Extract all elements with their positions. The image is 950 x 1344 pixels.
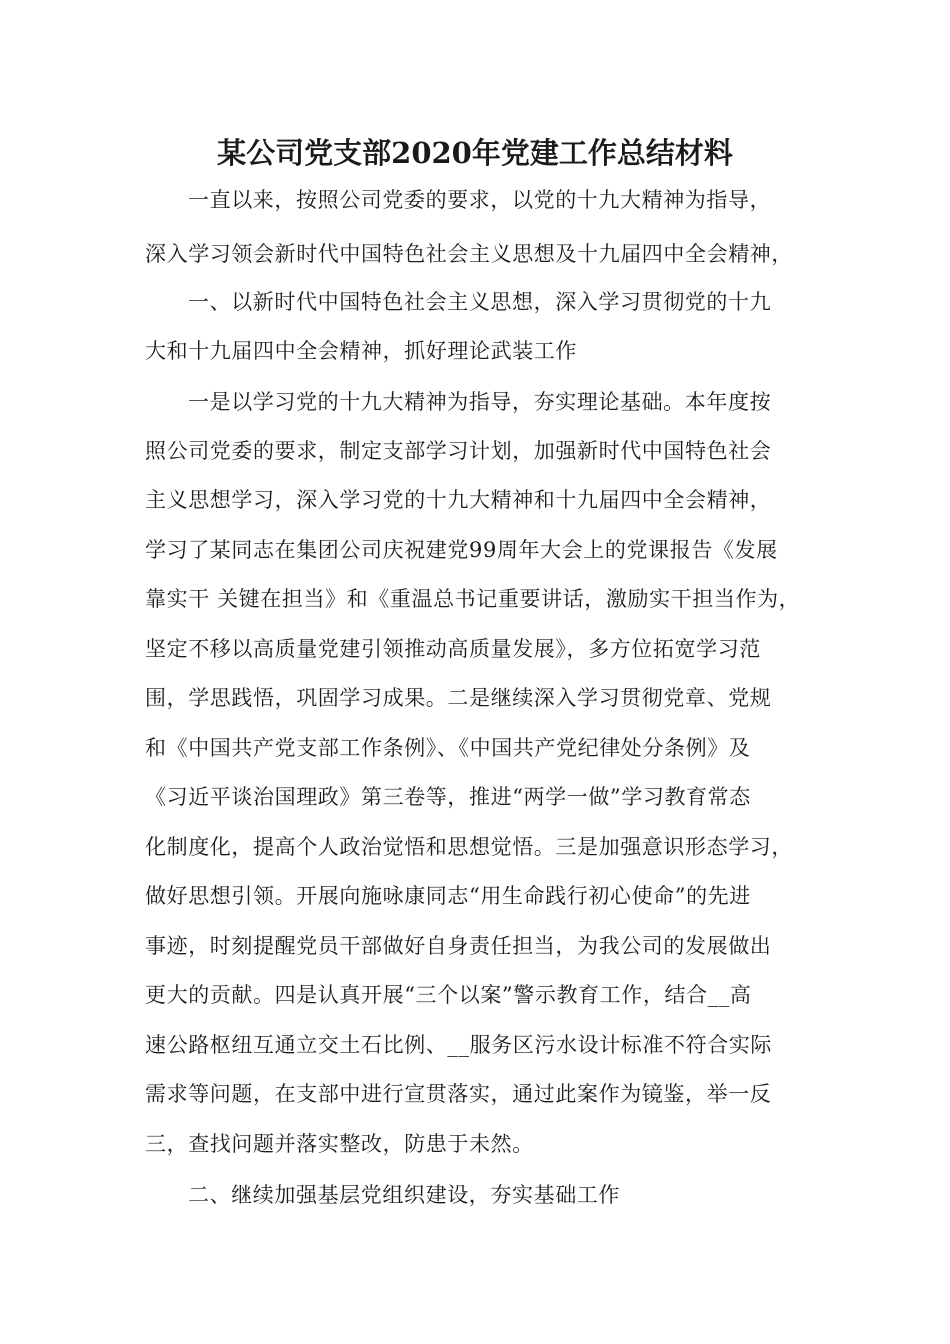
text-line: 围，学思践悟，巩固学习成果。二是继续深入学习贯彻党章、党规 [145, 686, 772, 710]
section-heading-line: 大和十九届四中全会精神，抓好理论武装工作 [145, 339, 577, 363]
text-line: 事迹，时刻提醒党员干部做好自身责任担当，为我公司的发展做出 [145, 934, 772, 958]
text-line: 坚定不移以高质量党建引领推动高质量发展》，多方位拓宽学习范 [145, 637, 761, 661]
document-title: 某公司党支部2020年党建工作总结材料 [217, 136, 733, 170]
text-line: 靠实干 关键在担当》和《重温总书记重要讲话，激励实干担当作为， [145, 587, 801, 611]
section-heading-line: 二、继续加强基层党组织建设，夯实基础工作 [188, 1183, 620, 1207]
text-line: 更大的贡献。四是认真开展“三个以案”警示教育工作，结合__高 [145, 983, 752, 1007]
text-line: 一直以来，按照公司党委的要求，以党的十九大精神为指导， [188, 188, 772, 212]
text-line: 学习了某同志在集团公司庆祝建党99周年大会上的党课报告《发展 [145, 538, 778, 562]
section-heading-line: 一、以新时代中国特色社会主义思想，深入学习贯彻党的十九 [188, 290, 772, 314]
text-line: 化制度化，提高个人政治觉悟和思想觉悟。三是加强意识形态学习， [145, 835, 793, 859]
text-line: 一是以学习党的十九大精神为指导，夯实理论基础。本年度按 [188, 390, 772, 414]
text-line: 《习近平谈治国理政》第三卷等，推进“两学一做”学习教育常态 [145, 785, 751, 809]
text-line: 深入学习领会新时代中国特色社会主义思想及十九届四中全会精神， [145, 242, 793, 266]
text-line: 主义思想学习，深入学习党的十九大精神和十九届四中全会精神， [145, 488, 772, 512]
text-line: 照公司党委的要求，制定支部学习计划，加强新时代中国特色社会 [145, 439, 772, 463]
text-line: 速公路枢纽互通立交土石比例、__服务区污水设计标准不符合实际 [145, 1033, 772, 1057]
text-line: 做好思想引领。开展向施咏康同志“用生命践行初心使命”的先进 [145, 884, 751, 908]
text-line: 和《中国共产党支部工作条例》、《中国共产党纪律处分条例》及 [145, 736, 751, 760]
text-line: 需求等问题，在支部中进行宣贯落实，通过此案作为镜鉴，举一反 [145, 1082, 772, 1106]
text-line: 三，查找问题并落实整改，防患于未然。 [145, 1132, 534, 1156]
